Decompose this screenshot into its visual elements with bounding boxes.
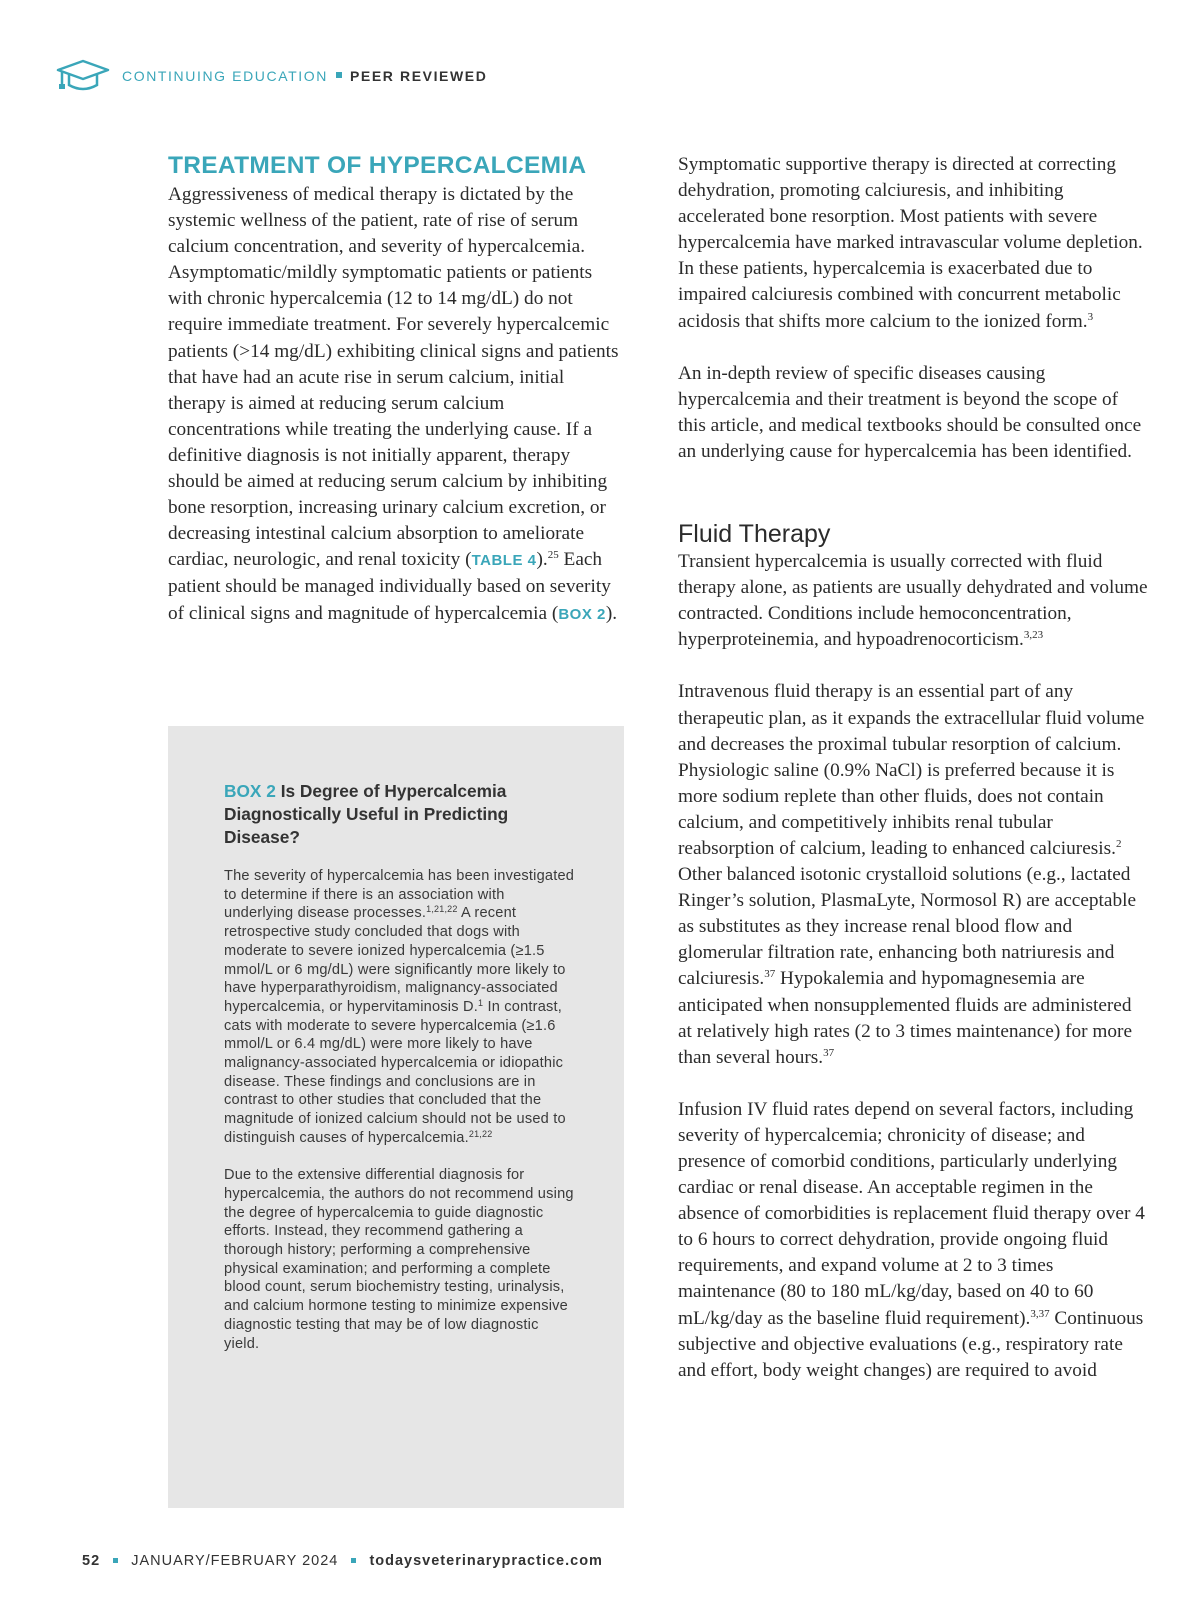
issue-date: JANUARY/FEBRUARY 2024: [131, 1553, 339, 1569]
paragraph-intravenous: Intravenous fluid therapy is an essential part of any therapeutic plan, as it expands the extracellular fluid volume and decreases the proximal tubular resorption of calcium. Physiologic saline (0.9% NaCl) is preferred because it is more sodium replete than other fluids, does not contain calcium, and competitively inhibits renal tubular reabsorption of calcium, leading to enhanced calciuresis.$^2$ Other balanced isotonic crystalloid solutions (e.g., lactated Ringer’s solution, PlasmaLyte, Normosol R) are acceptable as substitutes as they increase renal blood flow and glomerular filtration rate, enhancing both natriuresis and calciuresis.$^{37}$ Hypokalemia and hypomagnesemia are anticipated when nonsupplemented fluids are administered at relatively high rates (2 to 3 times maintenance) for more than several hours.$^{37}$: [678, 681, 1145, 1068]
citation: 25: [547, 549, 559, 562]
paragraph-review-scope: An in-depth review of specific diseases causing hypercalcemia and their treatment is beyond the scope of this article, and medical textbooks should be consulted once an underlying cause for hypercalcemia has been identified.: [678, 362, 1142, 462]
subheading-fluid-therapy: Fluid Therapy: [678, 520, 831, 549]
separator-dot: [113, 1558, 118, 1563]
page-number: 52: [82, 1553, 101, 1569]
paragraph-supportive-therapy: Symptomatic supportive therapy is directed at correcting dehydration, promoting calciuresis, and inhibiting accelerated bone resorption. Most patients with severe hypercalcemia have marked intravascular volume depletion. In these patients, hypercalcemia is exacerbated due to impaired calciuresis combined with concurrent metabolic acidosis that shifts more calcium to the ionized form.$^3$: [678, 154, 1143, 332]
graduation-cap-icon: [56, 59, 110, 93]
page-footer: [82, 1553, 603, 1569]
box-2-reference[interactable]: BOX 2: [558, 605, 606, 623]
table-4-reference[interactable]: TABLE 4: [471, 552, 537, 570]
section-label: CONTINUING EDUCATION: [122, 68, 328, 84]
paragraph-infusion-rates: Infusion IV fluid rates depend on several factors, including severity of hypercalcemia; chronicity of disease; and presence of comorbid conditions, particularly underlying cardiac or renal disease. An acceptable regimen in the absence of comorbidities is replacement fluid therapy over 4 to 6 hours to correct dehydration, provide ongoing fluid requirements, and expand volume at 2 to 3 times maintenance (80 to 180 mL/kg/day, based on 40 to 60 mL/kg/day as the baseline fluid requirement).$^{3,37}$ Continuous subjective and objective evaluations (e.g., respiratory rate and effort, body weight changes) are required to avoid: [678, 1098, 1145, 1381]
separator-dot: [351, 1558, 356, 1563]
box-label: BOX 2: [224, 781, 276, 801]
peer-reviewed-label: PEER REVIEWED: [349, 68, 488, 84]
website-link[interactable]: todaysveterinarypractice.com: [369, 1553, 603, 1569]
paragraph-treatment: Aggressiveness of medical therapy is dictated by the systemic wellness of the patient, rate of rise of serum calcium concentration, and severity of hypercalcemia. Asymptomatic/mildly symptomatic patients or patients with chronic hypercalcemia (12 to 14 mg/dL) do not require immediate treatment. For severely hypercalcemic patients (>14 mg/dL) exhibiting clinical signs and patients that have had an acute rise in serum calcium, initial therapy is aimed at reducing serum calcium concentrations while treating the underlying cause. If a definitive diagnosis is not initially apparent, therapy should be aimed at reducing serum calcium by inhibiting bone resorption, increasing urinary calcium excretion, or decreasing intestinal calcium absorption to ameliorate cardiac, neurologic, and renal toxicity (TABLE 4).$^{25}$ Each patient should be managed individually based on severity of clinical signs and magnitude of hypercalcemia (BOX 2).: [168, 184, 619, 624]
box-2-sidebar: [168, 726, 624, 1508]
running-header: [56, 56, 487, 96]
left-column: [168, 150, 620, 628]
paragraph-transient: Transient hypercalcemia is usually corrected with fluid therapy alone, as patients are usually dehydrated and volume contracted. Conditions include hemoconcentration, hyperproteinemia, and hypoadrenocorticism.$^{3,23}$: [678, 551, 1148, 651]
separator-dot: [336, 72, 342, 78]
box-paragraph-1: The severity of hypercalcemia has been investigated to determine if there is an association with underlying disease processes.$^{1,21,22}$ A recent retrospective study concluded that dogs with moderate to severe ionized hypercalcemia (≥1.5 mmol/L or 6 mg/dL) were significantly more likely to have hyperparathyroidism, malignancy-associated hypercalcemia, or hypervitaminosis D.$^1$ In contrast, cats with moderate to severe hypercalcemia (≥1.6 mmol/L or 6.4 mg/dL) were more likely to have malignancy-associated hypercalcemia or idiopathic disease. These findings and conclusions are in contrast to other studies that concluded that the magnitude of ionized calcium should not be used to distinguish causes of hypercalcemia.$^{21,22}$: [224, 868, 575, 1146]
box-paragraph-2: Due to the extensive differential diagnosis for hypercalcemia, the authors do not recommend using the degree of hypercalcemia to guide diagnostic efforts. Instead, they recommend gathering a thorough history; performing a comprehensive physical examination; and performing a complete blood count, serum biochemistry testing, urinalysis, and calcium hormone testing to minimize expensive diagnostic testing that may be of low diagnostic yield.: [224, 1167, 574, 1352]
box-title: BOX 2 Is Degree of Hypercalcemia Diagnostically Useful in Predicting Disease?: [224, 781, 509, 847]
right-column: [678, 152, 1148, 1384]
section-heading: TREATMENT OF HYPERCALCEMIA: [168, 152, 587, 179]
